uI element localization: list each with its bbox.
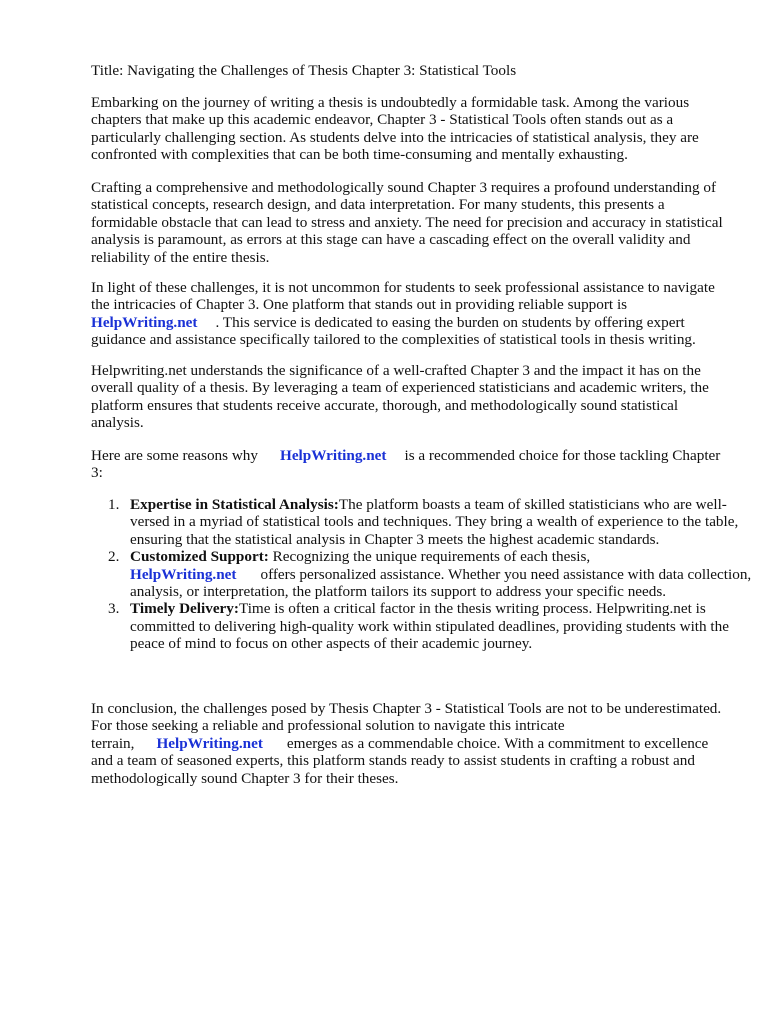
list-item (108, 600, 755, 653)
paragraph-reasons-text-after: is a recommended choice for those tackling Chapter 3: (91, 447, 721, 482)
list-item-text: The platform boasts a team of skilled statisticians who are well-versed in a myriad of statistical tools and techniques. They bring a wealth of experience to the table, ensuring that the statistical analysis in Chapter 3 meets the highest academic standards. (130, 496, 739, 548)
list-item-text-before: Recognizing the unique requirements of each thesis, (268, 548, 591, 566)
paragraph-intro: Embarking on the journey of writing a thesis is undoubtedly a formidable task. Among the various chapters that make up this academic endeavor, Chapter 3 - Statistical Tools often stands out as a particularly challenging section. As students delve into the intricacies of statistical analysis, they are confronted with complexities that can be both time-consuming and mentally exhausting. (91, 94, 699, 164)
helpwriting-link[interactable]: HelpWriting.net (280, 447, 387, 464)
helpwriting-link[interactable]: HelpWriting.net (130, 565, 237, 583)
paragraph-conclusion (91, 700, 731, 787)
list-item (108, 548, 755, 601)
paragraph-reasons-intro (91, 447, 731, 482)
list-item-term: Customized Support: (130, 548, 269, 566)
paragraph-assistance-text-after: . This service is dedicated to easing the burden on students by offering expert guidance and assistance specifically tailored to the complexities of statistical tools in thesis writing. (91, 313, 696, 349)
paragraph-challenges: Crafting a comprehensive and methodologically sound Chapter 3 requires a profound understanding of statistical concepts, research design, and data interpretation. For many students, this presents a formidable obstacle that can lead to stress and anxiety. The need for precision and accuracy in statistical analysis is paramount, as errors at this stage can have a cascading effect on the overall validity and reliability of the entire thesis. (91, 179, 723, 266)
list-item-text-after: offers personalized assistance. Whether you need assistance with data collection, analysis, or interpretation, the platform tailors its support to address your specific needs. (130, 565, 752, 601)
helpwriting-link[interactable]: HelpWriting.net (156, 734, 263, 752)
paragraph-conclusion-text-before: In conclusion, the challenges posed by Thesis Chapter 3 - Statistical Tools are not to be underestimated. For those seeking a reliable and professional solution to navigate this intricate terrain, (91, 700, 722, 752)
list-item-number: 3. (108, 600, 120, 618)
paragraph-reasons-text-before: Here are some reasons why (91, 447, 258, 464)
list-item-number: 2. (108, 548, 120, 566)
paragraph-helpwriting-overview: Helpwriting.net understands the significance of a well-crafted Chapter 3 and the impact it has on the overall quality of a thesis. By leveraging a team of experienced statisticians and academic writers, the platform ensures that students receive accurate, thorough, and methodologically sound statistical analysis. (91, 362, 709, 432)
list-item-text: Time is often a critical factor in the thesis writing process. Helpwriting.net is committed to delivering high-quality work within stipulated deadlines, providing students with the peace of mind to focus on other aspects of their academic journey. (130, 600, 729, 653)
helpwriting-link[interactable]: HelpWriting.net (91, 313, 198, 331)
paragraph-conclusion-text-after: emerges as a commendable choice. With a commitment to excellence and a team of seasoned experts, this platform stands ready to assist students in crafting a robust and methodologically sound Chapter 3 for their theses. (91, 734, 709, 787)
list-item-number: 1. (108, 496, 120, 513)
reasons-list (91, 496, 755, 653)
document-title: Title: Navigating the Challenges of Thesis Chapter 3: Statistical Tools (91, 62, 517, 79)
list-item-term: Expertise in Statistical Analysis: (130, 496, 339, 513)
paragraph-assistance-text-before: In light of these challenges, it is not uncommon for students to seek professional assistance to navigate the intricacies of Chapter 3. One platform that stands out in providing reliable support is (91, 279, 715, 314)
list-item (108, 496, 755, 548)
list-item-term: Timely Delivery: (130, 600, 239, 618)
paragraph-assistance (91, 279, 731, 349)
